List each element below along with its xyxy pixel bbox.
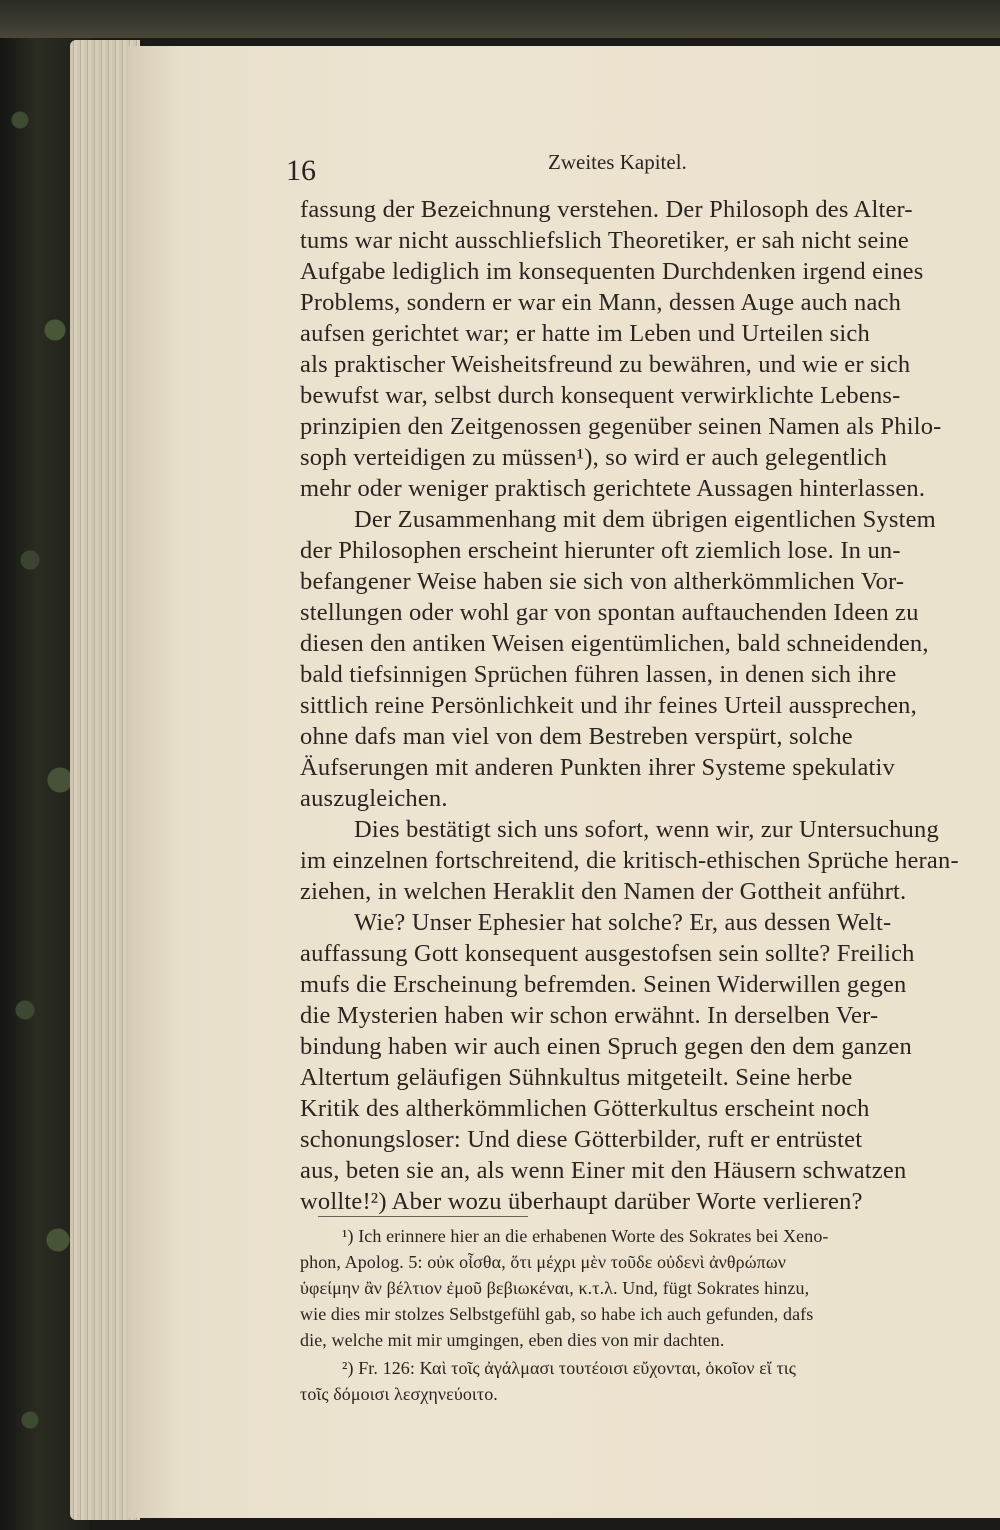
footnote-line: phon, Apolog. 5: οὐκ οἶσθα, ὅτι μέχρι μὲν τοῦδε οὐδενὶ ἀνθρώπων: [300, 1252, 787, 1272]
book-page: [128, 46, 1000, 1518]
body-line: auffassung Gott konsequent ausgestofsen sein sollte? Freilich: [300, 940, 915, 967]
footnote-rule: [318, 1216, 528, 1217]
body-line: soph verteidigen zu müssen¹), so wird er auch gelegentlich: [300, 444, 888, 471]
body-line: aufsen gerichtet war; er hatte im Leben und Urteilen sich: [300, 320, 870, 347]
body-line: tums war nicht ausschliefslich Theoretiker, er sah nicht seine: [300, 227, 909, 254]
body-line: bindung haben wir auch einen Spruch gegen den dem ganzen: [300, 1033, 912, 1060]
footnote-line: ²) Fr. 126: Καὶ τοῖς ἀγάλμασι τουτέοισι εὔχονται, ὁκοῖον εἴ τις: [342, 1358, 796, 1378]
body-line: ziehen, in welchen Heraklit den Namen der Gottheit anführt.: [300, 878, 907, 905]
body-line: die Mysterien haben wir schon erwähnt. In derselben Ver-: [300, 1002, 879, 1029]
body-line: der Philosophen erscheint hierunter oft ziemlich lose. In un-: [300, 537, 901, 564]
footnote-line: die, welche mit mir umgingen, eben dies von mir dachten.: [300, 1330, 725, 1350]
body-line: ohne dafs man viel von dem Bestreben verspürt, solche: [300, 723, 853, 750]
body-line: mehr oder weniger praktisch gerichtete Aussagen hinterlassen.: [300, 475, 926, 502]
body-line: wollte!²) Aber wozu überhaupt darüber Worte verlieren?: [300, 1188, 863, 1215]
body-line: prinzipien den Zeitgenossen gegenüber seinen Namen als Philo-: [300, 413, 942, 440]
footnote-line: ὑφείμην ἂν βέλτιον ἐμοῦ βεβιωκέναι, κ.τ.λ. Und, fügt Sokrates hinzu,: [300, 1278, 810, 1298]
body-line: fassung der Bezeichnung verstehen. Der Philosoph des Alter-: [300, 196, 913, 223]
body-line: stellungen oder wohl gar von spontan auftauchenden Ideen zu: [300, 599, 919, 626]
footnote-line: wie dies mir stolzes Selbstgefühl gab, so habe ich auch gefunden, dafs: [300, 1304, 814, 1324]
body-line: Kritik des altherkömmlichen Götterkultus erscheint noch: [300, 1095, 870, 1122]
body-line: Dies bestätigt sich uns sofort, wenn wir, zur Untersuchung: [354, 816, 939, 843]
body-line: Altertum geläufigen Sühnkultus mitgeteilt. Seine herbe: [300, 1064, 853, 1091]
body-line: diesen den antiken Weisen eigentümlichen, bald schneidenden,: [300, 630, 929, 657]
body-line: Problems, sondern er war ein Mann, dessen Auge auch nach: [300, 289, 902, 316]
body-line: schonungsloser: Und diese Götterbilder, ruft er entrüstet: [300, 1126, 863, 1153]
body-line: mufs die Erscheinung befremden. Seinen Widerwillen gegen: [300, 971, 907, 998]
body-line: im einzelnen fortschreitend, die kritisch-ethischen Sprüche heran-: [300, 847, 959, 874]
body-line: Der Zusammenhang mit dem übrigen eigentlichen System: [354, 506, 936, 533]
book-top-edge: [0, 0, 1000, 38]
body-line: Aufgabe lediglich im konsequenten Durchdenken irgend eines: [300, 258, 924, 285]
body-line: Äufserungen mit anderen Punkten ihrer Systeme spekulativ: [300, 754, 895, 781]
body-line: auszugleichen.: [300, 785, 448, 812]
footnote-line: τοῖς δόμοισι λεσχηνεύοιτο.: [300, 1384, 498, 1404]
page-number: 16: [286, 154, 316, 187]
body-line: bewufst war, selbst durch konsequent verwirklichte Lebens-: [300, 382, 901, 409]
footnote-line: ¹) Ich erinnere hier an die erhabenen Worte des Sokrates bei Xeno-: [342, 1226, 829, 1246]
body-line: als praktischer Weisheitsfreund zu bewähren, und wie er sich: [300, 351, 911, 378]
body-line: befangener Weise haben sie sich von altherkömmlichen Vor-: [300, 568, 905, 595]
body-line: bald tiefsinnigen Sprüchen führen lassen, in denen sich ihre: [300, 661, 897, 688]
body-line: sittlich reine Persönlichkeit und ihr feines Urteil aussprechen,: [300, 692, 917, 719]
body-line: Wie? Unser Ephesier hat solche? Er, aus dessen Welt-: [354, 909, 892, 936]
running-title: Zweites Kapitel.: [548, 150, 687, 174]
body-line: aus, beten sie an, als wenn Einer mit den Häusern schwatzen: [300, 1157, 907, 1184]
